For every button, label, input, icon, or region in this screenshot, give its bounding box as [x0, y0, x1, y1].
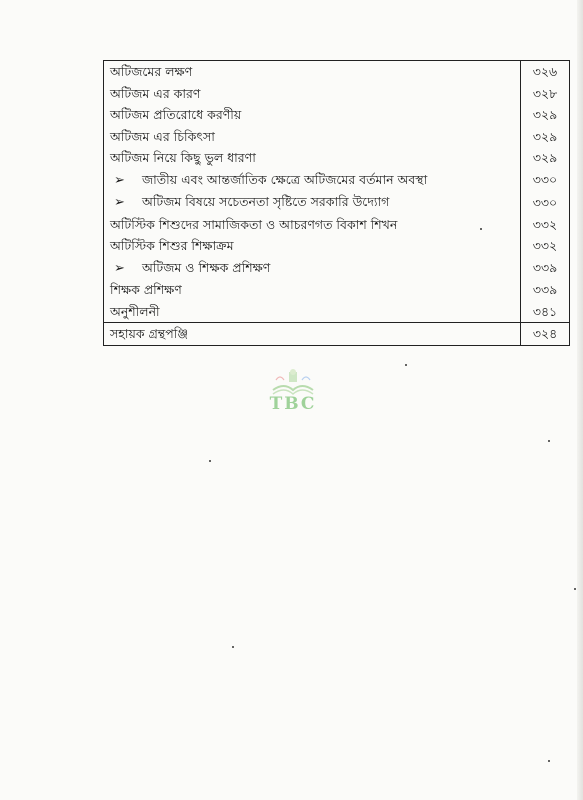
toc-page-number: ৩২৯ — [521, 126, 570, 148]
toc-row — [104, 126, 570, 148]
scan-speck — [209, 460, 211, 462]
toc-title: অটিজম এর চিকিৎসা — [104, 126, 521, 148]
toc-row — [104, 257, 570, 280]
toc-title: সহায়ক গ্রন্থপঞ্জি — [104, 323, 521, 346]
toc-page-number: ৩৩০ — [521, 191, 570, 214]
toc-page-number: ৩২৬ — [521, 61, 570, 83]
toc-page-number: ৩৩২ — [521, 214, 570, 236]
scan-speck — [574, 588, 576, 590]
toc-page-number: ৩২৯ — [521, 147, 570, 169]
toc-title: অনুশীলনী — [104, 301, 521, 323]
toc-row — [104, 235, 570, 257]
toc-page-number: ৩২৮ — [521, 83, 570, 105]
toc-title: অটিজম এর কারণ — [104, 83, 521, 105]
scan-speck — [548, 440, 550, 442]
tbc-watermark-logo — [258, 368, 328, 418]
scan-speck — [548, 760, 550, 762]
toc-row — [104, 61, 570, 83]
toc-title: ➢ অটিজম বিষয়ে সচেতনতা সৃষ্টিতে সরকারি উদ্যোগ — [104, 191, 521, 214]
scan-speck — [480, 228, 482, 230]
toc-page-number: ৩৩০ — [521, 169, 570, 192]
toc-page-number: ৩৩৯ — [521, 279, 570, 301]
page-edge — [577, 0, 583, 800]
toc-page-number: ৩৪১ — [521, 301, 570, 323]
toc-row — [104, 169, 570, 192]
logo-text: TBC — [269, 394, 317, 414]
toc-title: ➢ অটিজম ও শিক্ষক প্রশিক্ষণ — [104, 257, 521, 280]
toc-row — [104, 104, 570, 126]
toc-title: অটিজমের লক্ষণ — [104, 61, 521, 83]
arrow-bullet-icon: ➢ — [114, 260, 125, 276]
toc-row — [104, 191, 570, 214]
scan-speck — [232, 646, 234, 648]
toc-row — [104, 279, 570, 301]
toc-row — [104, 83, 570, 105]
toc-page-number: ৩২৯ — [521, 104, 570, 126]
toc-title: অটিজম নিয়ে কিছু ভুল ধারণা — [104, 147, 521, 169]
toc-title: অটিজম প্রতিরোধে করণীয় — [104, 104, 521, 126]
toc-page-number: ৩৩২ — [521, 235, 570, 257]
toc-row — [104, 214, 570, 236]
toc-row — [104, 147, 570, 169]
toc-page-number: ৩২৪ — [521, 323, 570, 346]
toc-row-bibliography — [104, 323, 570, 346]
toc-page-number: ৩৩৯ — [521, 257, 570, 280]
scan-speck — [405, 364, 407, 366]
arrow-bullet-icon: ➢ — [114, 172, 125, 188]
toc-row — [104, 301, 570, 323]
toc-title: অটিস্টিক শিশুদের সামাজিকতা ও আচরণগত বিকাশ শিখন — [104, 214, 521, 236]
toc-title: অটিস্টিক শিশুর শিক্ষাক্রম — [104, 235, 521, 257]
toc-title: ➢ জাতীয় এবং আন্তর্জাতিক ক্ষেত্রে অটিজমের বর্তমান অবস্থা — [104, 169, 521, 192]
toc-title: শিক্ষক প্রশিক্ষণ — [104, 279, 521, 301]
table-of-contents — [103, 60, 570, 346]
arrow-bullet-icon: ➢ — [114, 195, 125, 210]
